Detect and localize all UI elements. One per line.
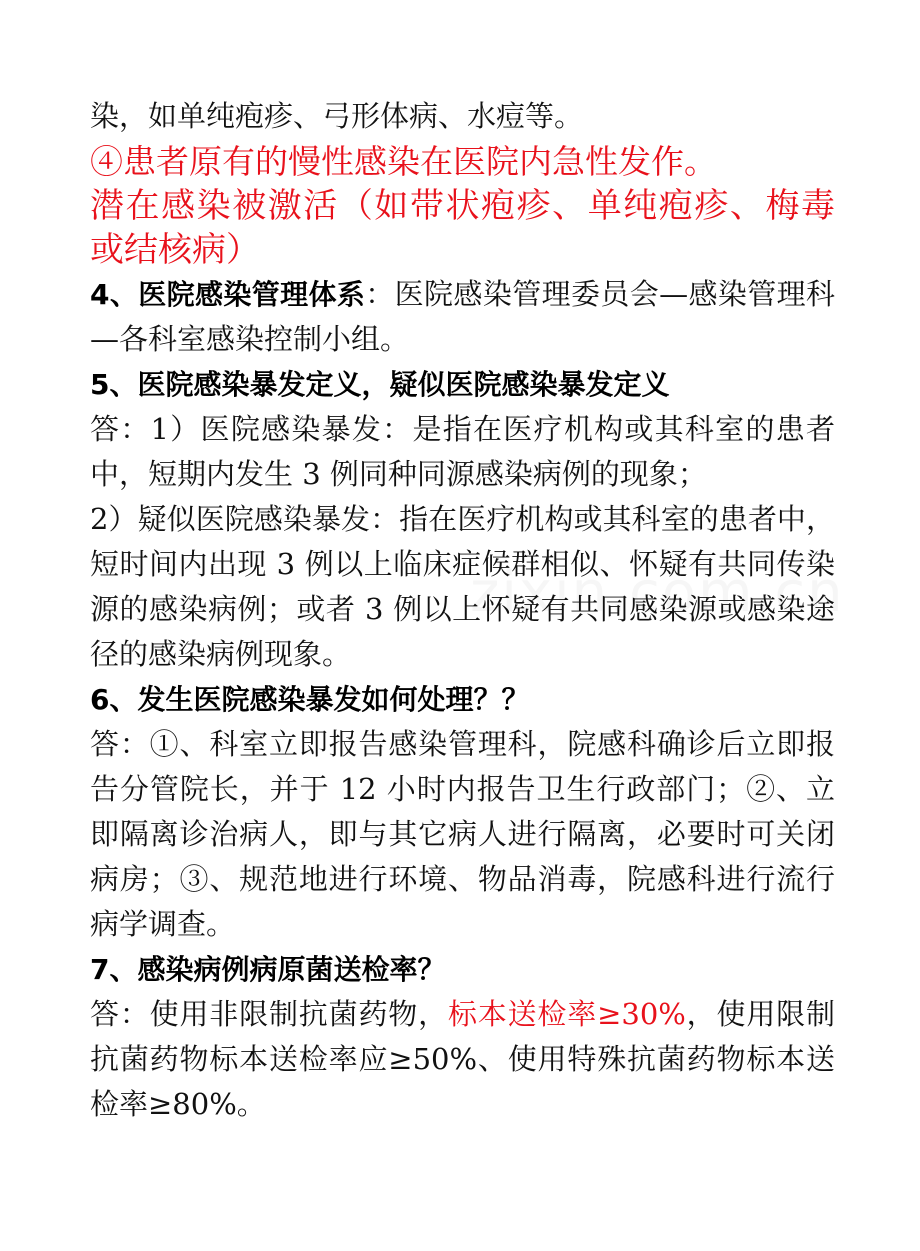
- heading-outbreak-handling: 6、发生医院感染暴发如何处理？？: [90, 683, 530, 716]
- paragraph-specimen-rate: [90, 992, 835, 1127]
- heading-specimen-rate: 7、感染病例病原菌送检率？: [90, 953, 446, 986]
- paragraph-outbreak-handling: 答：①、科室立即报告感染管理科，院感科确诊后立即报告分管院长，并于 12 小时内报告卫生行政部门；②、立即隔离诊治病人，即与其它病人进行隔离，必要时可关闭病房；③、规范地进行环境、物品消毒，院感科进行流行病学调查。: [90, 727, 835, 941]
- specimen-rate-rest: ，使用限制抗菌药物标本送检率应≥50%、使用特殊抗菌药物标本送检率≥80%。: [90, 997, 835, 1121]
- specimen-rate-highlight: 标本送检率≥30%: [447, 997, 686, 1031]
- heading-outbreak-definition: 5、医院感染暴发定义，疑似医院感染暴发定义: [90, 368, 670, 401]
- paragraph-chronic-infection: ④患者原有的慢性感染在医院内急性发作。: [90, 142, 717, 181]
- paragraph-infection-examples: 染，如单纯疱疹、弓形体病、水痘等。: [90, 99, 584, 133]
- paragraph-suspected-outbreak: 2）疑似医院感染暴发：指在医疗机构或其科室的患者中，短时间内出现 3 例以上临床症候群相似、怀疑有共同传染源的感染病例；或者 3 例以上怀疑有共同感染源或感染途径的感染病例现象。: [90, 502, 835, 671]
- management-system-text: ：医院感染管理委员会—感染管理科—各科室感染控制小组。: [90, 277, 835, 356]
- paragraph-latent-infection: 潜在感染被激活（如带状疱疹、单纯疱疹、梅毒或结核病）: [90, 186, 835, 270]
- paragraph-management-system: [90, 272, 835, 362]
- specimen-rate-intro: 答：使用非限制抗菌药物，: [90, 997, 448, 1031]
- document-body: [90, 94, 835, 1127]
- heading-management-system: 4、医院感染管理体系: [90, 278, 366, 311]
- paragraph-outbreak-definition: 答：1）医院感染暴发：是指在医疗机构或其科室的患者中，短期内发生 3 例同种同源感染病例的现象；: [90, 412, 835, 491]
